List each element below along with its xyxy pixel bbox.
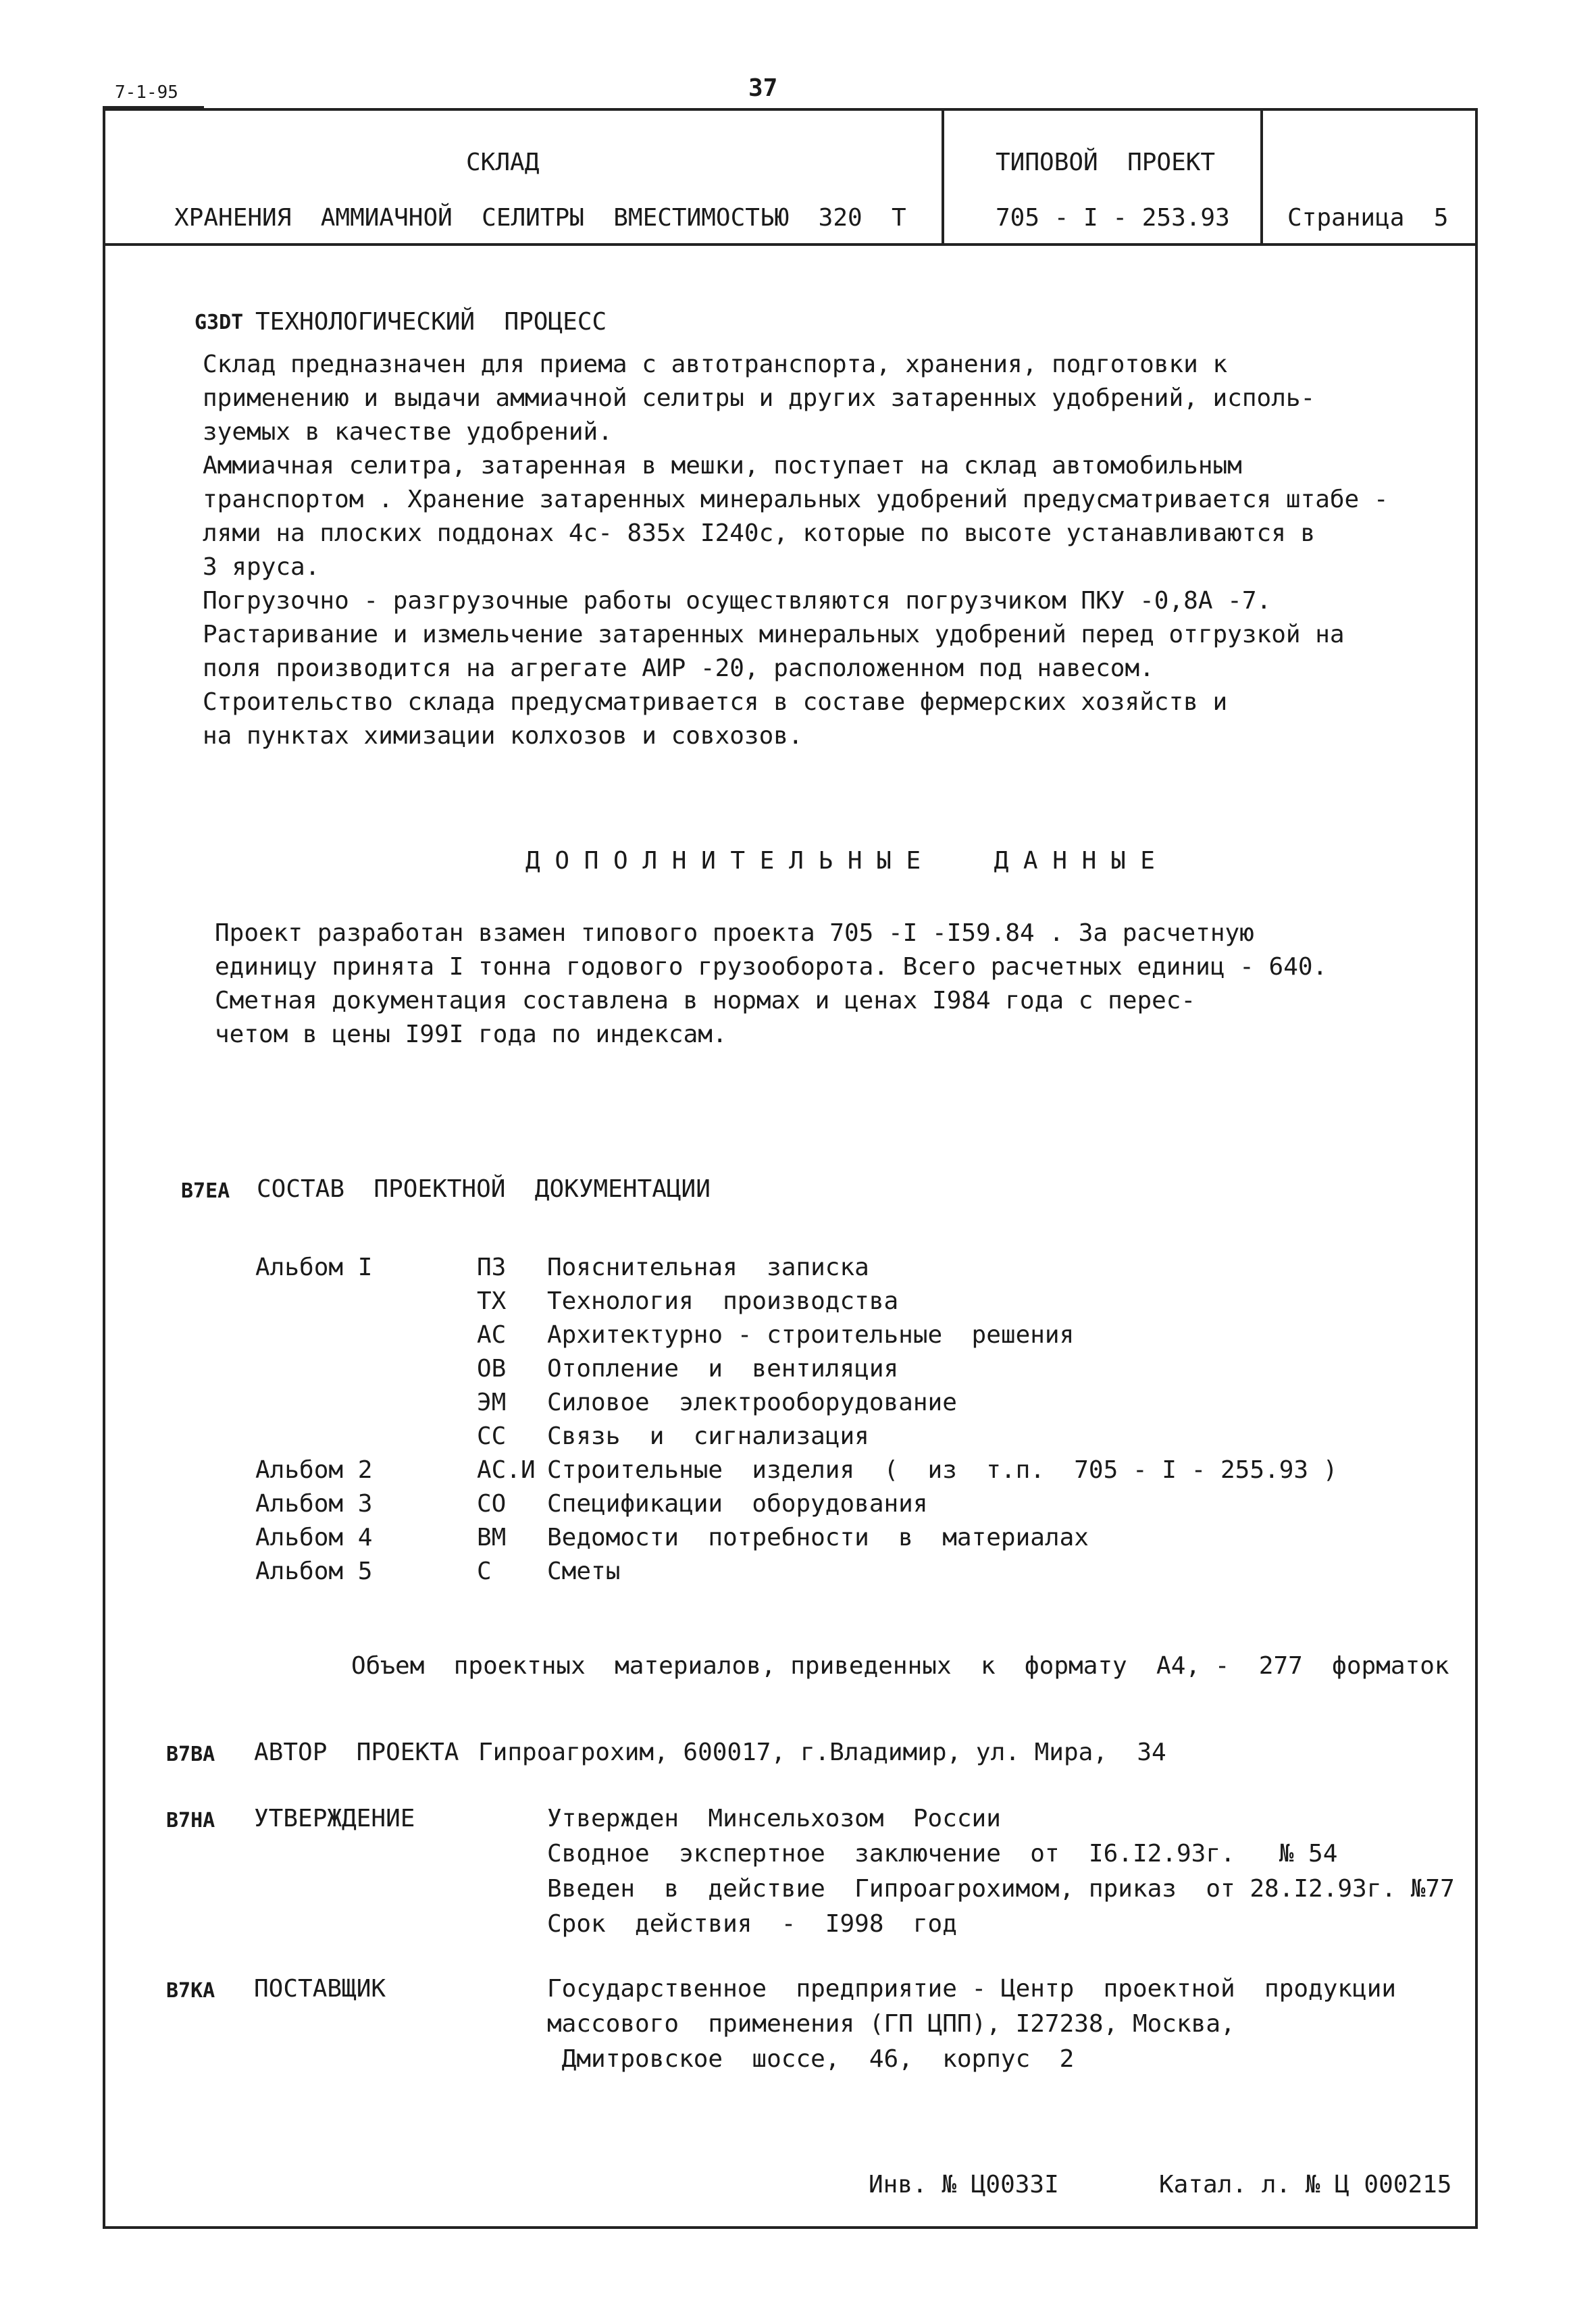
footer-inventory: Инв. № Ц0033I bbox=[869, 2171, 1059, 2199]
docs-abbr: СО bbox=[477, 1490, 507, 1518]
docs-desc: Спецификации оборудования bbox=[547, 1490, 928, 1518]
docs-abbr: ВМ bbox=[477, 1524, 507, 1551]
header-title-line1: СКЛАД bbox=[466, 149, 540, 176]
approval-code: B7HA bbox=[166, 1809, 215, 1832]
tech-line: применению и выдачи аммиачной селитры и других затаренных удобрений, исполь- bbox=[203, 384, 1316, 412]
approval-line: Срок действия - I998 год bbox=[547, 1910, 957, 1938]
docs-volume: Объем проектных материалов, приведенных к формату А4, - 277 форматок bbox=[351, 1652, 1449, 1680]
docs-desc: Ведомости потребности в материалах bbox=[547, 1524, 1089, 1551]
tech-heading: ТЕХНОЛОГИЧЕСКИЙ ПРОЦЕСС bbox=[255, 308, 607, 336]
docs-desc: Силовое электрооборудование bbox=[547, 1389, 957, 1416]
docs-abbr: С bbox=[477, 1558, 492, 1585]
tech-line: на пунктах химизации колхозов и совхозов. bbox=[203, 722, 803, 750]
header-title-line2: ХРАНЕНИЯ АММИАЧНОЙ СЕЛИТРЫ ВМЕСТИМОСТЬЮ 320 Т bbox=[174, 204, 906, 232]
docs-abbr: ОВ bbox=[477, 1355, 507, 1383]
approval-line: Введен в действие Гипроагрохимом, приказ от 28.I2.93г. №77 bbox=[547, 1875, 1455, 1903]
docs-abbr: АС bbox=[477, 1321, 507, 1349]
supplier-label: ПОСТАВЩИК bbox=[254, 1975, 386, 2003]
page-number: 37 bbox=[748, 74, 778, 102]
docs-abbr: АС.И bbox=[477, 1456, 536, 1484]
docs-desc: Отопление и вентиляция bbox=[547, 1355, 899, 1383]
tech-line: Склад предназначен для приема с автотранспорта, хранения, подготовки к bbox=[203, 351, 1228, 378]
supplier-line: Дмитровское шоссе, 46, корпус 2 bbox=[547, 2045, 1075, 2073]
tech-line: 3 яруса. bbox=[203, 553, 320, 581]
project-number: 705 - I - 253.93 bbox=[996, 204, 1230, 232]
docs-album: Альбом 2 bbox=[255, 1456, 373, 1484]
docs-desc: Архитектурно - строительные решения bbox=[547, 1321, 1075, 1349]
extra-line: единицу принята I тонна годового грузооборота. Всего расчетных единиц - 640. bbox=[215, 953, 1328, 981]
tech-line: лями на плоских поддонах 4с- 835х I240с, которые по высоте устанавливаются в bbox=[203, 519, 1316, 547]
docs-code: B7EA bbox=[181, 1179, 230, 1203]
docs-desc: Пояснительная записка bbox=[547, 1254, 869, 1281]
tech-line: Строительство склада предусматривается в составе фермерских хозяйств и bbox=[203, 688, 1228, 716]
approval-label: УТВЕРЖДЕНИЕ bbox=[254, 1805, 415, 1832]
tech-line: зуемых в качестве удобрений. bbox=[203, 418, 613, 446]
extra-line: четом в цены I99I года по индексам. bbox=[215, 1021, 727, 1048]
footer-catalog: Катал. л. № Ц 000215 bbox=[1159, 2171, 1452, 2199]
tech-line: транспортом . Хранение затаренных минеральных удобрений предусматривается штабе - bbox=[203, 486, 1389, 513]
supplier-line: массового применения (ГП ЦПП), I27238, Москва, bbox=[547, 2010, 1235, 2038]
author-text: Гипроагрохим, 600017, г.Владимир, ул. Мира, 34 bbox=[478, 1739, 1166, 1766]
header-divider-1 bbox=[942, 108, 944, 245]
supplier-code: B7KA bbox=[166, 1979, 215, 2003]
supplier-line: Государственное предприятие - Центр проектной продукции bbox=[547, 1975, 1397, 2003]
tech-code: G3DT bbox=[195, 311, 244, 334]
docs-album: Альбом 4 bbox=[255, 1524, 373, 1551]
docs-desc: Технология производства bbox=[547, 1287, 899, 1315]
approval-line: Сводное экспертное заключение от I6.I2.93г. № 54 bbox=[547, 1840, 1338, 1868]
docs-heading: СОСТАВ ПРОЕКТНОЙ ДОКУМЕНТАЦИИ bbox=[257, 1175, 711, 1203]
tech-line: Погрузочно - разгрузочные работы осуществляются погрузчиком ПКУ -0,8А -7. bbox=[203, 587, 1272, 615]
corner-code: 7-1-95 bbox=[115, 82, 178, 103]
page-label: Страница 5 bbox=[1287, 204, 1449, 232]
header-bottom-rule bbox=[103, 243, 1478, 246]
docs-abbr: ПЗ bbox=[477, 1254, 507, 1281]
tech-paragraph bbox=[203, 348, 1418, 753]
docs-abbr: ЭМ bbox=[477, 1389, 507, 1416]
tech-line: Аммиачная селитра, затаренная в мешки, поступает на склад автомобильным bbox=[203, 452, 1242, 480]
docs-desc: Сметы bbox=[547, 1558, 621, 1585]
author-label: АВТОР ПРОЕКТА bbox=[254, 1739, 459, 1766]
docs-abbr: СС bbox=[477, 1422, 507, 1450]
header-divider-2 bbox=[1260, 108, 1263, 245]
extra-line: Сметная документация составлена в нормах и ценах I984 года с перес- bbox=[215, 987, 1196, 1014]
docs-album: Альбом 5 bbox=[255, 1558, 373, 1585]
tech-line: поля производится на агрегате АИР -20, расположенном под навесом. bbox=[203, 654, 1154, 682]
tech-line: Растаривание и измельчение затаренных минеральных удобрений перед отгрузкой на bbox=[203, 621, 1345, 648]
extra-line: Проект разработан взамен типового проекта 705 -I -I59.84 . За расчетную bbox=[215, 919, 1254, 947]
docs-desc: Связь и сигнализация bbox=[547, 1422, 869, 1450]
project-label: ТИПОВОЙ ПРОЕКТ bbox=[996, 149, 1216, 176]
docs-desc: Строительные изделия ( из т.п. 705 - I - 255.93 ) bbox=[547, 1456, 1338, 1484]
docs-album: Альбом I bbox=[255, 1254, 373, 1281]
docs-album: Альбом 3 bbox=[255, 1490, 373, 1518]
author-code: B7BA bbox=[166, 1743, 215, 1766]
extra-heading: Д О П О Л Н И Т Е Л Ь Н Ы Е Д А Н Н Ы Е bbox=[525, 847, 1155, 875]
docs-abbr: ТХ bbox=[477, 1287, 507, 1315]
approval-line: Утвержден Минсельхозом России bbox=[547, 1805, 1001, 1832]
extra-paragraph bbox=[215, 917, 1431, 1052]
